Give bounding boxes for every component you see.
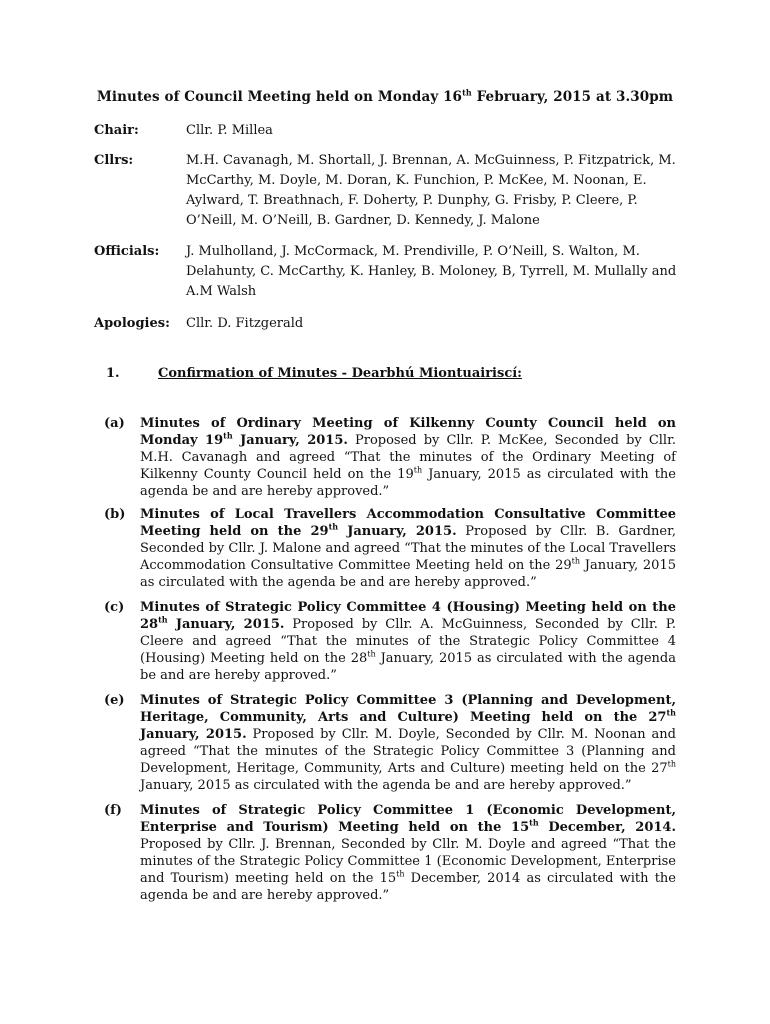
- item-body: Minutes of Strategic Policy Committee 1 (Economic Development, Enterprise and Tourism) Meeting held on the 15th December, 2014. Proposed by Cllr. J. Brennan, Seconded by Cllr. M. Doyle and agreed “That the minutes of the Strategic Policy Committee 1 (Economic Development, Enterprise and Tourism) meeting held on the 15th December, 2014 as circulated with the agenda be and are hereby approved.”: [140, 803, 676, 903]
- item-marker: (f): [104, 803, 122, 818]
- item-body: Minutes of Strategic Policy Committee 3 (Planning and Development, Heritage, Community, Arts and Culture) Meeting held on the 27th January, 2015. Proposed by Cllr. M. Doyle, Seconded by Cllr. M. Noonan and agreed “That the minutes of the Strategic Policy Committee 3 (Planning and Development, Heritage, Community, Arts and Culture) meeting held on the 27th January, 2015 as circulated with the agenda be and are hereby approved.”: [140, 693, 676, 793]
- item-marker: (b): [104, 507, 126, 522]
- chair-label: Chair:: [94, 123, 139, 138]
- page-title: Minutes of Council Meeting held on Monday 16th February, 2015 at 3.30pm: [96, 87, 674, 105]
- item-body: Minutes of Strategic Policy Committee 4 (Housing) Meeting held on the 28th January, 2015. Proposed by Cllr. A. McGuinness, Seconded by Cllr. P. Cleere and agreed “That the minutes of the Strategic Policy Committee 4 (Housing) Meeting held on the 28th January, 2015 as circulated with the agenda be and are hereby approved.”: [140, 600, 676, 683]
- section-title: Confirmation of Minutes - Dearbhú Miontuairiscí:: [158, 366, 522, 381]
- officials-value: J. Mulholland, J. McCormack, M. Prendiville, P. O’Neill, S. Walton, M. Delahunty, C. McCarthy, K. Hanley, B. Moloney, B, Tyrrell, M. Mullally and A.M Walsh: [186, 244, 677, 299]
- officials-label: Officials:: [94, 244, 160, 259]
- item-body: Minutes of Local Travellers Accommodation Consultative Committee Meeting held on the 29th January, 2015. Proposed by Cllr. B. Gardner, Seconded by Cllr. J. Malone and agreed “That the minutes of the Local Travellers Accommodation Consultative Committee Meeting held on the 29th January, 2015 as circulated with the agenda be and are hereby approved.”: [140, 507, 676, 590]
- apologies-value: Cllr. D. Fitzgerald: [186, 316, 304, 331]
- item-marker: (c): [104, 600, 125, 615]
- councillors-label: Cllrs:: [94, 153, 134, 168]
- councillors-value: M.H. Cavanagh, M. Shortall, J. Brennan, A. McGuinness, P. Fitzpatrick, M. McCarthy, M. Doyle, M. Doran, K. Funchion, P. McKee, M. Noonan, E. Aylward, T. Breathnach, F. Doherty, P. Dunphy, G. Frisby, P. Cleere, P. O’Neill, M. O’Neill, B. Gardner, D. Kennedy, J. Malone: [186, 153, 676, 228]
- item-marker: (a): [104, 416, 125, 431]
- chair-value: Cllr. P. Millea: [186, 123, 273, 138]
- item-body: Minutes of Ordinary Meeting of Kilkenny County Council held on Monday 19th January, 2015. Proposed by Cllr. P. McKee, Seconded by Cllr. M.H. Cavanagh and agreed “That the minutes of the Ordinary Meeting of Kilkenny County Council held on the 19th January, 2015 as circulated with the agenda be and are hereby approved.”: [140, 416, 676, 499]
- section-number: 1.: [106, 366, 120, 381]
- item-marker: (e): [104, 693, 125, 708]
- apologies-label: Apologies:: [94, 316, 170, 331]
